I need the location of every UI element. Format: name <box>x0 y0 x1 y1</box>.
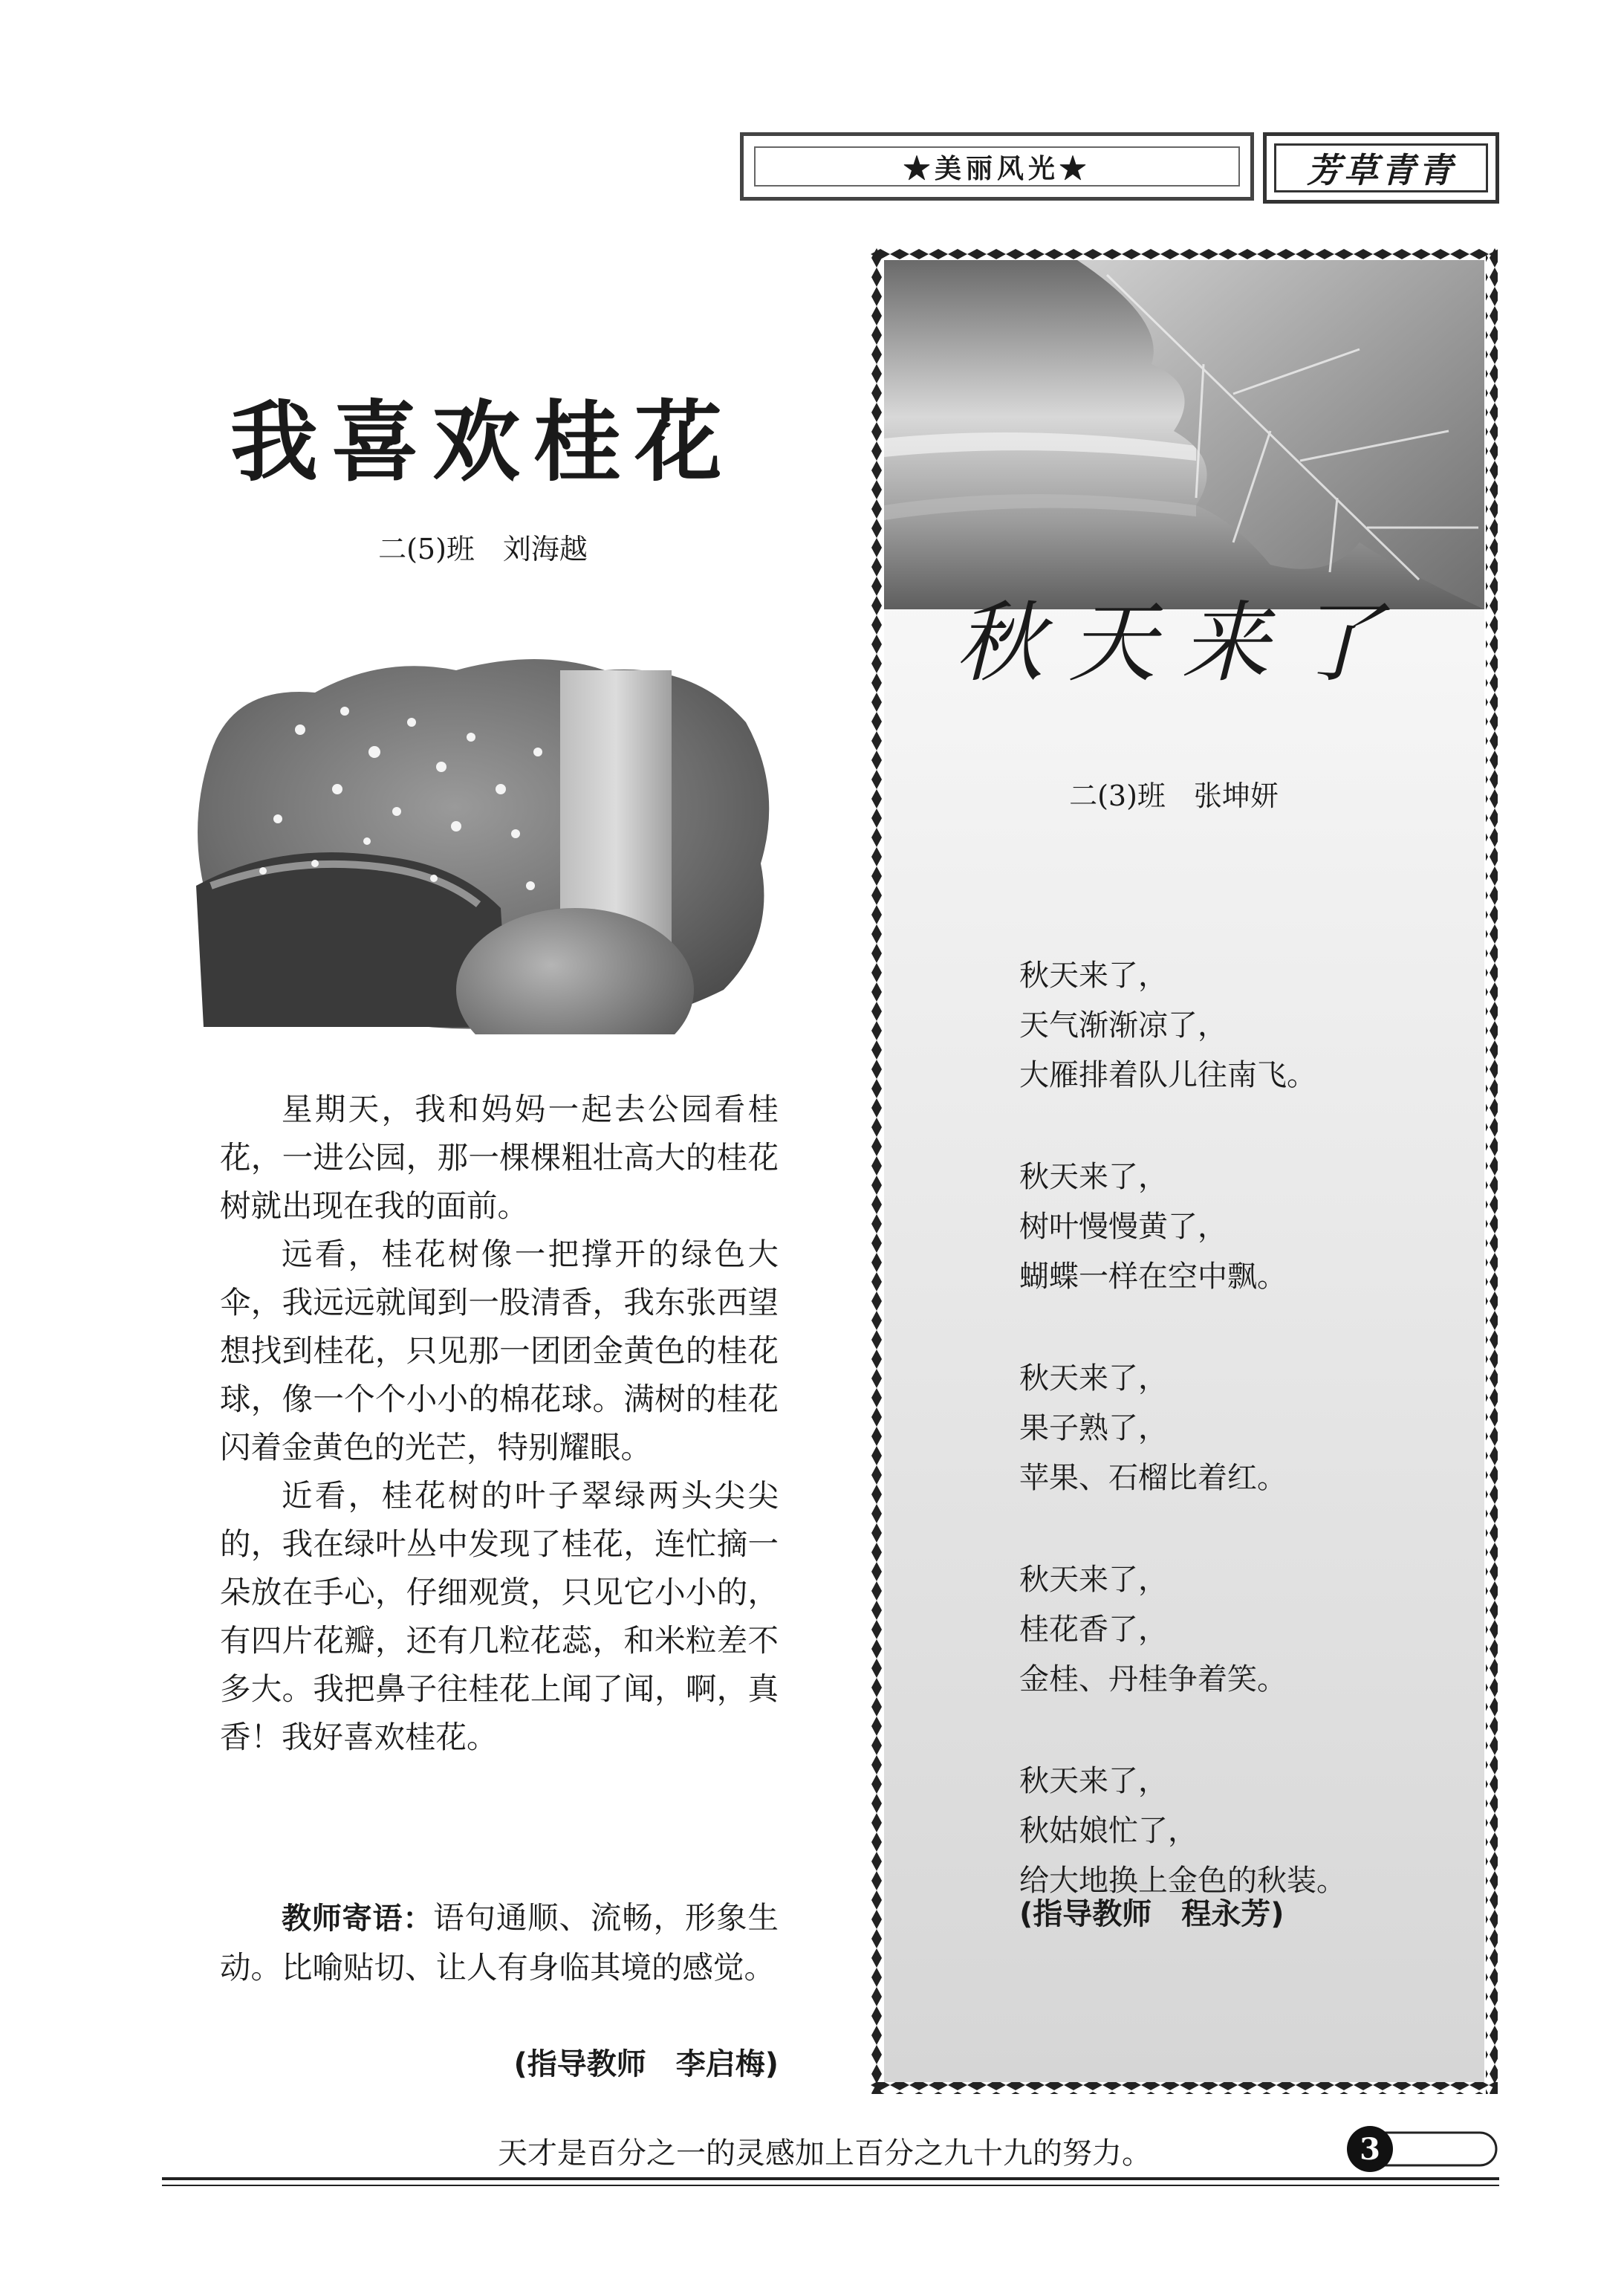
poem-line: 秋天来了， <box>1019 1361 1168 1396</box>
poem-line: 果子熟了， <box>1019 1411 1168 1445</box>
poem-line: 金桂、丹桂争着笑。 <box>1019 1662 1287 1696</box>
poem-line: 秋天来了， <box>1019 1160 1168 1194</box>
poem-stanza <box>1019 1354 1465 1503</box>
page-number: 3 <box>1360 2131 1380 2167</box>
footer-motto: 天才是百分之一的灵感加上百分之九十九的努力。 <box>498 2136 1152 2171</box>
left-article-byline: 二(5)班 刘海越 <box>378 533 588 565</box>
poem-line: 秋姑娘忙了， <box>1019 1814 1198 1848</box>
column-name-box <box>1263 132 1499 204</box>
poem-line: 天气渐渐凉了， <box>1019 1008 1227 1043</box>
poem-line: 给大地换上金色的秋装。 <box>1019 1864 1346 1898</box>
section-label: ★美丽风光★ <box>754 146 1240 187</box>
right-article-title: 秋天来了 <box>955 591 1407 694</box>
poem-body <box>1019 951 1465 1906</box>
poem-stanza <box>1019 1555 1465 1705</box>
section-header-box <box>740 132 1254 201</box>
poem-stanza <box>1019 1153 1465 1302</box>
paragraph: 近看，桂花树的叶子翠绿两头尖尖的，我在绿叶丛中发现了桂花，连忙摘一朵放在手心，仔细观赏，只见它小小的，有四片花瓣，还有几粒花蕊，和米粒差不多大。我把鼻子往桂花上闻了闻，啊，真香！我好喜欢桂花。 <box>220 1477 779 1755</box>
poem-line: 秋天来了， <box>1019 1764 1168 1798</box>
poem-stanza <box>1019 1757 1465 1906</box>
paragraph: 远看，桂花树像一把撑开的绿色大伞，我远远就闻到一股清香，我东张西望想找到桂花，只见那一团团金黄色的桂花球，像一个个小小的棉花球。满树的桂花闪着金黄色的光芒，特别耀眼。 <box>220 1236 779 1465</box>
comment-label: 教师寄语： <box>282 1902 434 1936</box>
poem-line: 秋天来了， <box>1019 1563 1168 1597</box>
poem-line: 桂花香了， <box>1019 1612 1168 1647</box>
poem-line: 苹果、石榴比着红。 <box>1019 1461 1287 1495</box>
left-article-body <box>220 1085 779 1761</box>
poem-stanza <box>1019 951 1465 1101</box>
right-teacher-credit: (指导教师 程永芳) <box>1019 1897 1284 1931</box>
poem-line: 秋天来了， <box>1019 959 1168 993</box>
poem-line: 大雁排着队儿往南飞。 <box>1019 1058 1316 1092</box>
comment-text: 语句通顺、流畅，形象生动。比喻贴切、让人有身临其境的感觉。 <box>220 1899 779 1986</box>
column-name: 芳草青青 <box>1274 143 1488 192</box>
teacher-comment <box>220 1893 779 1991</box>
osmanthus-photo <box>189 641 783 1034</box>
right-article-byline: 二(3)班 张坤妍 <box>1069 779 1279 812</box>
poem-line: 树叶慢慢黄了， <box>1019 1210 1227 1244</box>
footer-rule <box>162 2177 1499 2189</box>
paragraph: 星期天，我和妈妈一起去公园看桂花，一进公园，那一棵棵粗壮高大的桂花树就出现在我的面前。 <box>220 1091 779 1224</box>
left-article-title: 我喜欢桂花 <box>230 391 735 493</box>
poem-line: 蝴蝶一样在空中飘。 <box>1019 1260 1287 1294</box>
left-teacher-credit: (指导教师 李启梅) <box>513 2047 779 2081</box>
